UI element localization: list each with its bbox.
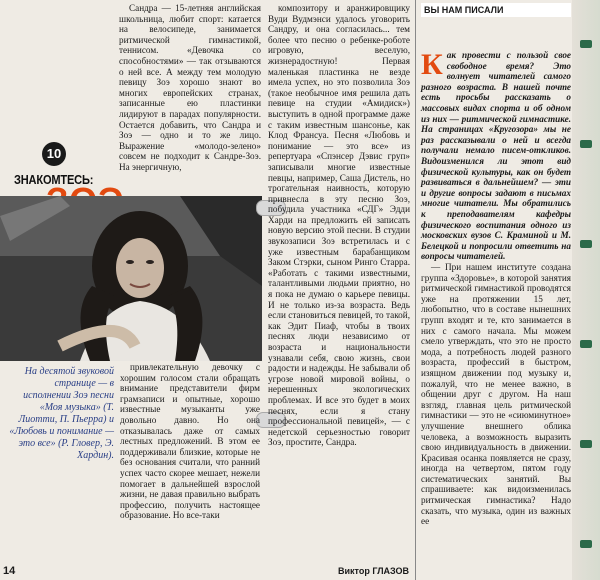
column-divider (415, 0, 416, 580)
article-kicker: ЗНАКОМТЕСЬ: (14, 172, 94, 187)
drop-cap: К (421, 48, 443, 81)
letters-intro (421, 48, 571, 262)
binding-ring (580, 540, 592, 548)
singer-photo (0, 196, 262, 361)
binding-ring (580, 40, 592, 48)
binding-ring (580, 340, 592, 348)
binding-ring (580, 140, 592, 148)
page-number: 14 (3, 565, 16, 577)
spiral-binding (572, 0, 600, 580)
article-author: Виктор ГЛАЗОВ (338, 566, 410, 576)
article-column-2 (268, 3, 410, 563)
article-text: Сандра — 15-летняя английская школьница, любит спорт: катается на велосипеде, занимается ритмической гимнастикой, теннисом. «Девочка со способностями» — так отзываются о ней все. А между тем молодую певицу Зоэ хорошо знают во многих европейских странах, записанные ею пластинки лидируют в парадах популярности. Остается добавить, что Сандра и Зоэ — одно и то же лицо. Выражение «молодо-зелено» совсем не подходит к Сандре-Зоэ. На энергичную, (119, 3, 261, 172)
article-text: привлекательную девочку с хорошим голосом стали обращать внимание представители фирм грамзаписи и опытные, хорошо известные музыканты уже довольно давно. Но она отказывалась даже от самых лестных предложений. В этом ее поддерживали близкие, которые не без основания считали, что ранний успех часто скорее мешает, нежели помогает в дальнейшей взрослой жизни, не давая правильно выбрать профессию, получить настоящее образование. Но все-таки (120, 362, 260, 521)
letters-body-text: — При нашем институте создана группа «Здоровье», в которой занятия ритмической гимнастикой проводятся уже на протяжении 15 лет, любопытно, что в составе нынешних групп входят и те, кто занимается в них с самого начала. Мы можем смело утверждать, что это не просто мода, а потребность людей разного возраста, профессий в быстром, изящном движении под музыку и, пожалуй, что не менее важно, в общении друг с другом. На наш взгляд, главная цель ритмической гимнастики — это не «сиюминутное» улучшение внешнего облика человека, а возможность выразить свою индивидуальность в движении. Красивая осанка появляется не сразу, иногда на четвертом, пятом году систематических занятий. Вы спрашиваете: как видоизменилась ритмическая гимнастика? Надо сказать, что музыка, один из важных ее (421, 262, 571, 527)
article-column-1 (119, 3, 261, 199)
sound-page-badge: 10 (42, 142, 66, 166)
letters-intro-text: ак провести с пользой свое свободное время? Это волнует читателей самого разного возраста. В нашей почте есть просьбы рассказать о массовых видах спорта и об одном из них — ритмической гимнастике. На страницах «Кругозора» мы не раз рассказывали о ней и всегда получали немало писем-откликов. Видоизменился ли этот вид физической культуры, как он будет развиваться в дальнейшем? — эти и другие вопросы задают в письмах многие читатели. Мы обратились к преподавателям кафедры физического воспитания одного из московских вузов С. Краминой и М. Белецкой и попросили ответить на вопросы читателей. (421, 50, 571, 262)
photo-caption: На десятой звуковой странице — в исполнении Зоэ песни «Моя музыка» (Т. Лиотти, П. Пьерра) и «Любовь и понимание — это все» (Р. Гловер, Э. Хардин). (9, 366, 114, 461)
letters-body (421, 262, 571, 572)
article-text: композитору и аранжировщику Вуди Вудмэнси удалось уговорить Сандру, и она согласилась... тем более что песню о ребенке-роботе игровую, веселую, жизнерадостную! Первая маленькая пластинка не везде имела успех, но это позволила Зоэ (такое необычное имя решила дать певице на студии «Амидиск») выступить в одной программе даже с таким известным шансонье, как Клод Франсуа. Песня «Любовь и понимание — это все» из репертуара «Спэнсер Дэвис груп» записывали многие известные певцы, например, Саша Дистель, но трогательная наивность, которую привнесла в эту песню Зоэ, побудила участника «СДГ» Эдди Харди на предложить ей записать новую версию этой песни. В студии звукозаписи Зоэ встретилась и с уже известным барабанщиком Заком Стэрки, сыном Ринго Старра. «Работать с такими известными, талантливыми людьми приятно, но я пока не думаю о карьере певицы. И не только из-за возраста. Ведь если становиться певицей, то такой, как Эдит Пиаф, чтобы в твоих песнях люди независимо от возраста и национальности узнавали себя, свою жизнь, свои радости и надежды. Не забывали об угрозе новой мировой войны, о нерешенных экологических проблемах. И все это будет в моих песнях, если я стану профессиональной певицей», — с недетской серьезностью говорит Зоэ, простите, Сандра. (268, 3, 410, 448)
binding-ring (580, 240, 592, 248)
article-column-3 (120, 362, 260, 567)
section-title: ВЫ НАМ ПИСАЛИ (421, 3, 571, 17)
binding-ring (580, 440, 592, 448)
